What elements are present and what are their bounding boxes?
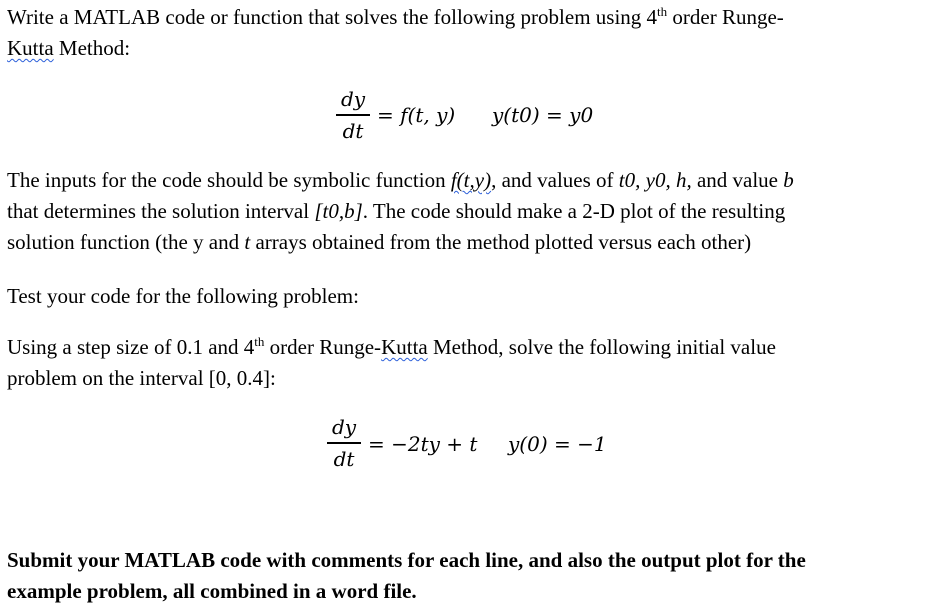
problem-line-1 — [7, 332, 776, 363]
spellcheck-word: Kutta — [381, 335, 428, 359]
variable-b: b — [783, 168, 794, 192]
problem-text: order Runge- — [264, 335, 382, 359]
submit-line-2: example problem, all combined in a word file. — [7, 579, 417, 603]
intro-text-c: Method: — [53, 36, 131, 60]
equation-2-initial-condition: y(0) = −1 — [508, 432, 607, 456]
inputs-text: arrays obtained from the method plotted versus each other) — [250, 230, 752, 254]
intro-line-2 — [7, 33, 130, 64]
test-instruction: Test your code for the following problem: — [7, 284, 359, 308]
inputs-text: . The code should make a 2-D plot of the resulting — [362, 199, 786, 223]
intro-text-a: Write a MATLAB code or function that solves the following problem using 4 — [7, 5, 658, 29]
intro-line-1 — [7, 2, 784, 33]
problem-line-2: problem on the interval [0, 0.4]: — [7, 366, 276, 390]
inputs-text: that determines the solution interval — [7, 199, 315, 223]
inputs-text: and value — [691, 168, 784, 192]
equation-2-denominator: dt — [333, 446, 355, 471]
parameter-list: t0, y0, h, — [618, 168, 692, 192]
problem-text: Using a step size of 0.1 and 4 — [7, 335, 255, 359]
inputs-line-2 — [7, 196, 785, 227]
equation-2-rhs: = −2ty + t — [368, 432, 478, 456]
spellcheck-word: Kutta — [7, 36, 54, 60]
inputs-line-1 — [7, 165, 794, 196]
intro-text-b: order Runge- — [667, 5, 784, 29]
equation-1-initial-condition: y(t0) = y0 — [492, 103, 594, 127]
variable-t: t — [244, 230, 251, 254]
fraction-bar — [336, 114, 370, 116]
ordinal-suffix: th — [657, 4, 668, 19]
equation-2-numerator: dy — [331, 415, 357, 439]
solution-interval: [t0,b] — [314, 199, 363, 223]
ordinal-suffix: th — [254, 334, 265, 349]
inputs-text: solution function (the y and — [7, 230, 245, 254]
equation-1-numerator: dy — [340, 87, 366, 111]
inputs-text: , and values of — [491, 168, 619, 192]
equation-1-rhs: = f(t, y) — [377, 103, 456, 127]
equation-1-denominator: dt — [342, 118, 364, 143]
fraction-bar — [327, 442, 361, 444]
symbolic-function: f(t,y) — [450, 168, 492, 192]
submit-line-1: Submit your MATLAB code with comments for each line, and also the output plot for the — [7, 548, 806, 572]
equation-1-fraction — [336, 86, 370, 144]
inputs-text: The inputs for the code should be symbolic function — [7, 168, 451, 192]
inputs-line-3 — [7, 227, 751, 258]
problem-text: Method, solve the following initial value — [427, 335, 776, 359]
equation-2-fraction — [327, 414, 361, 472]
